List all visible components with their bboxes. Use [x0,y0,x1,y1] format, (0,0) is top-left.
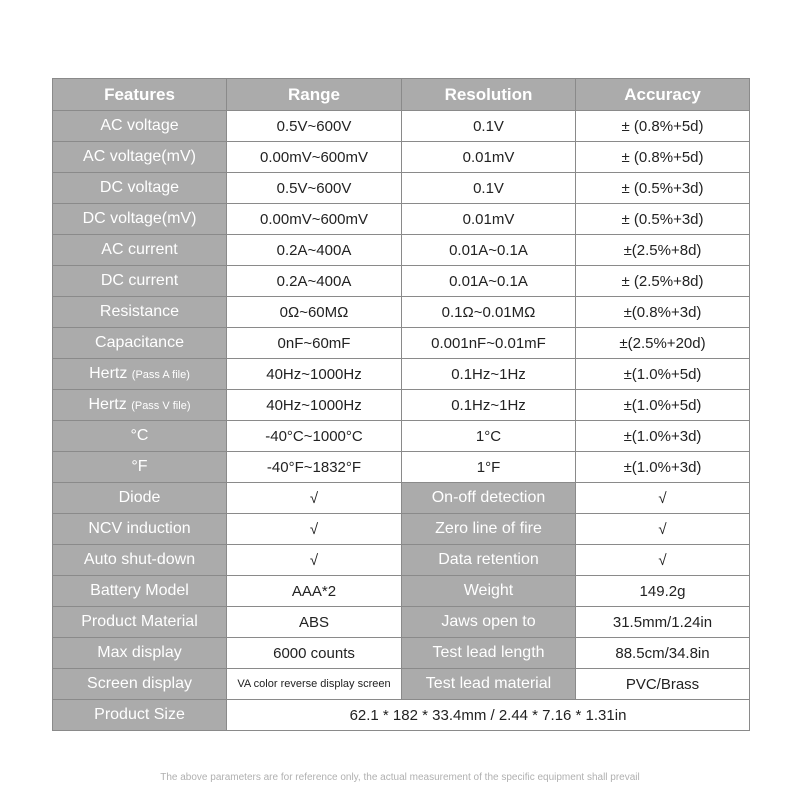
resolution-value: 0.1Ω~0.01MΩ [402,297,576,328]
header-features: Features [53,79,227,111]
range-value: 0Ω~60MΩ [227,297,402,328]
measurement-row [53,421,750,452]
spec-value: 6000 counts [227,638,402,669]
resolution-value: 1°F [402,452,576,483]
feature-name: AC voltage(mV) [83,148,196,165]
accuracy-value: ±(0.8%+3d) [576,297,750,328]
resolution-value: 0.1Hz~1Hz [402,359,576,390]
feature-note: (Pass V file) [131,400,191,412]
spec-label: Zero line of fire [402,514,576,545]
accuracy-value: ±(1.0%+3d) [576,452,750,483]
spec-value: 149.2g [576,576,750,607]
spec-value: √ [227,545,402,576]
feature-name: Capacitance [95,334,184,351]
header-range: Range [227,79,402,111]
feature-name: Hertz [88,396,127,413]
feature-label [53,421,227,452]
spec-row [53,638,750,669]
resolution-value: 0.01mV [402,204,576,235]
header-accuracy: Accuracy [576,79,750,111]
size-row [53,700,750,731]
measurement-row [53,111,750,142]
feature-label [53,111,227,142]
range-value: 0nF~60mF [227,328,402,359]
feature-label [53,452,227,483]
spec-value: √ [576,545,750,576]
feature-name: DC voltage(mV) [82,210,197,227]
spec-row [53,483,750,514]
spec-value: √ [227,514,402,545]
spec-label: Test lead length [402,638,576,669]
measurement-row [53,328,750,359]
feature-label [53,173,227,204]
feature-name: °C [130,427,149,444]
spec-value: 88.5cm/34.8in [576,638,750,669]
spec-value: 31.5mm/1.24in [576,607,750,638]
feature-label [53,328,227,359]
accuracy-value: ± (0.8%+5d) [576,111,750,142]
header-resolution: Resolution [402,79,576,111]
accuracy-value: ± (0.8%+5d) [576,142,750,173]
resolution-value: 0.1V [402,111,576,142]
resolution-value: 0.01A~0.1A [402,235,576,266]
feature-name: DC current [100,272,179,289]
spec-label: Battery Model [53,576,227,607]
spec-value: √ [576,514,750,545]
spec-label: Diode [53,483,227,514]
spec-value: ABS [227,607,402,638]
range-value: 0.2A~400A [227,266,402,297]
size-value: 62.1 * 182 * 33.4mm / 2.44 * 7.16 * 1.31in [227,700,750,731]
header-row [53,79,750,111]
accuracy-value: ± (0.5%+3d) [576,204,750,235]
spec-value: VA color reverse display screen [227,669,402,700]
feature-label [53,390,227,421]
resolution-value: 0.01mV [402,142,576,173]
measurement-row [53,142,750,173]
accuracy-value: ±(2.5%+20d) [576,328,750,359]
range-value: 0.2A~400A [227,235,402,266]
measurement-row [53,452,750,483]
measurement-row [53,359,750,390]
accuracy-value: ±(1.0%+5d) [576,390,750,421]
feature-label [53,297,227,328]
measurement-row [53,390,750,421]
feature-label [53,204,227,235]
footnote: The above parameters are for reference only, the actual measurement of the specific equipment shall prevail [160,772,640,783]
spec-label: Test lead material [402,669,576,700]
spec-label: Auto shut-down [53,545,227,576]
measurement-row [53,266,750,297]
spec-label: Max display [53,638,227,669]
feature-label [53,142,227,173]
feature-name: Resistance [99,303,180,320]
spec-value: √ [576,483,750,514]
spec-label: Weight [402,576,576,607]
range-value: -40°C~1000°C [227,421,402,452]
feature-note: (Pass A file) [131,369,190,381]
measurement-row [53,235,750,266]
spec-label: Product Material [53,607,227,638]
spec-row [53,669,750,700]
spec-label: On-off detection [402,483,576,514]
spec-row [53,576,750,607]
spec-label: Data retention [402,545,576,576]
resolution-value: 0.1Hz~1Hz [402,390,576,421]
feature-label [53,359,227,390]
range-value: 0.5V~600V [227,173,402,204]
accuracy-value: ±(2.5%+8d) [576,235,750,266]
spec-table [52,78,750,731]
spec-label: Screen display [53,669,227,700]
feature-name: AC current [101,241,178,258]
spec-label: NCV induction [53,514,227,545]
feature-name: AC voltage [100,117,179,134]
resolution-value: 0.1V [402,173,576,204]
range-value: 0.00mV~600mV [227,204,402,235]
measurement-row [53,204,750,235]
spec-row [53,607,750,638]
feature-name: DC voltage [99,179,180,196]
feature-label [53,266,227,297]
feature-name: °F [131,458,148,475]
spec-value: √ [227,483,402,514]
feature-name: Hertz [89,365,128,382]
measurement-row [53,297,750,328]
range-value: 0.00mV~600mV [227,142,402,173]
accuracy-value: ± (2.5%+8d) [576,266,750,297]
accuracy-value: ±(1.0%+5d) [576,359,750,390]
range-value: -40°F~1832°F [227,452,402,483]
range-value: 40Hz~1000Hz [227,390,402,421]
spec-label: Jaws open to [402,607,576,638]
resolution-value: 1°C [402,421,576,452]
accuracy-value: ± (0.5%+3d) [576,173,750,204]
spec-value: PVC/Brass [576,669,750,700]
spec-row [53,514,750,545]
range-value: 0.5V~600V [227,111,402,142]
resolution-value: 0.001nF~0.01mF [402,328,576,359]
measurement-row [53,173,750,204]
range-value: 40Hz~1000Hz [227,359,402,390]
spec-value: AAA*2 [227,576,402,607]
feature-label [53,235,227,266]
size-label: Product Size [53,700,227,731]
spec-row [53,545,750,576]
accuracy-value: ±(1.0%+3d) [576,421,750,452]
resolution-value: 0.01A~0.1A [402,266,576,297]
